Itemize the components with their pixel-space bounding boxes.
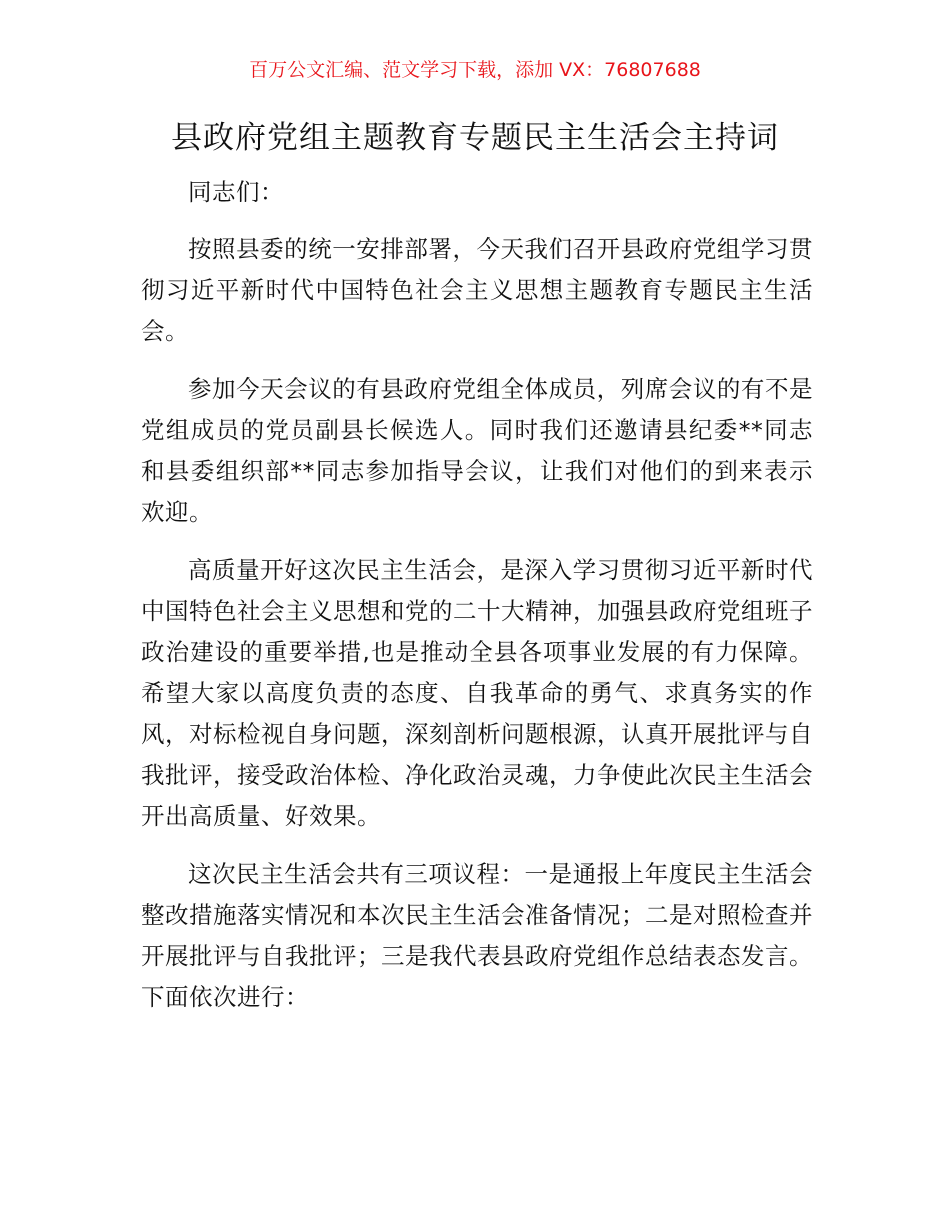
paragraph-1: 按照县委的统一安排部署，今天我们召开县政府党组学习贯彻习近平新时代中国特色社会主义思想主题教育专题民主生活会。 xyxy=(141,235,813,345)
paragraph-3: 高质量开好这次民主生活会，是深入学习贯彻习近平新时代中国特色社会主义思想和党的二十大精神，加强县政府党组班子政治建设的重要举措,也是推动全县各项事业发展的有力保障。希望大家以高度负责的态度、自我革命的勇气、求真务实的作风，对标检视自身问题，深刻剖析问题根源，认真开展批评与自我批评，接受政治体检、净化政治灵魂，力争使此次民主生活会开出高质量、好效果。 xyxy=(141,556,813,830)
paragraph-4: 这次民主生活会共有三项议程：一是通报上年度民主生活会整改措施落实情况和本次民主生活会准备情况；二是对照检查并开展批评与自我批评；三是我代表县政府党组作总结表态发言。下面依次进行： xyxy=(141,860,813,1011)
salutation: 同志们： xyxy=(188,178,284,206)
document-title: 县政府党组主题教育专题民主生活会主持词 xyxy=(171,120,779,156)
document-body xyxy=(141,172,813,1035)
header-note: 百万公文汇编、范文学习下载，添加 VX：76807688 xyxy=(249,59,701,81)
paragraph-2: 参加今天会议的有县政府党组全体成员，列席会议的有不是党组成员的党员副县长候选人。同时我们还邀请县纪委**同志和县委组织部**同志参加指导会议，让我们对他们的到来表示欢迎。 xyxy=(141,375,813,526)
